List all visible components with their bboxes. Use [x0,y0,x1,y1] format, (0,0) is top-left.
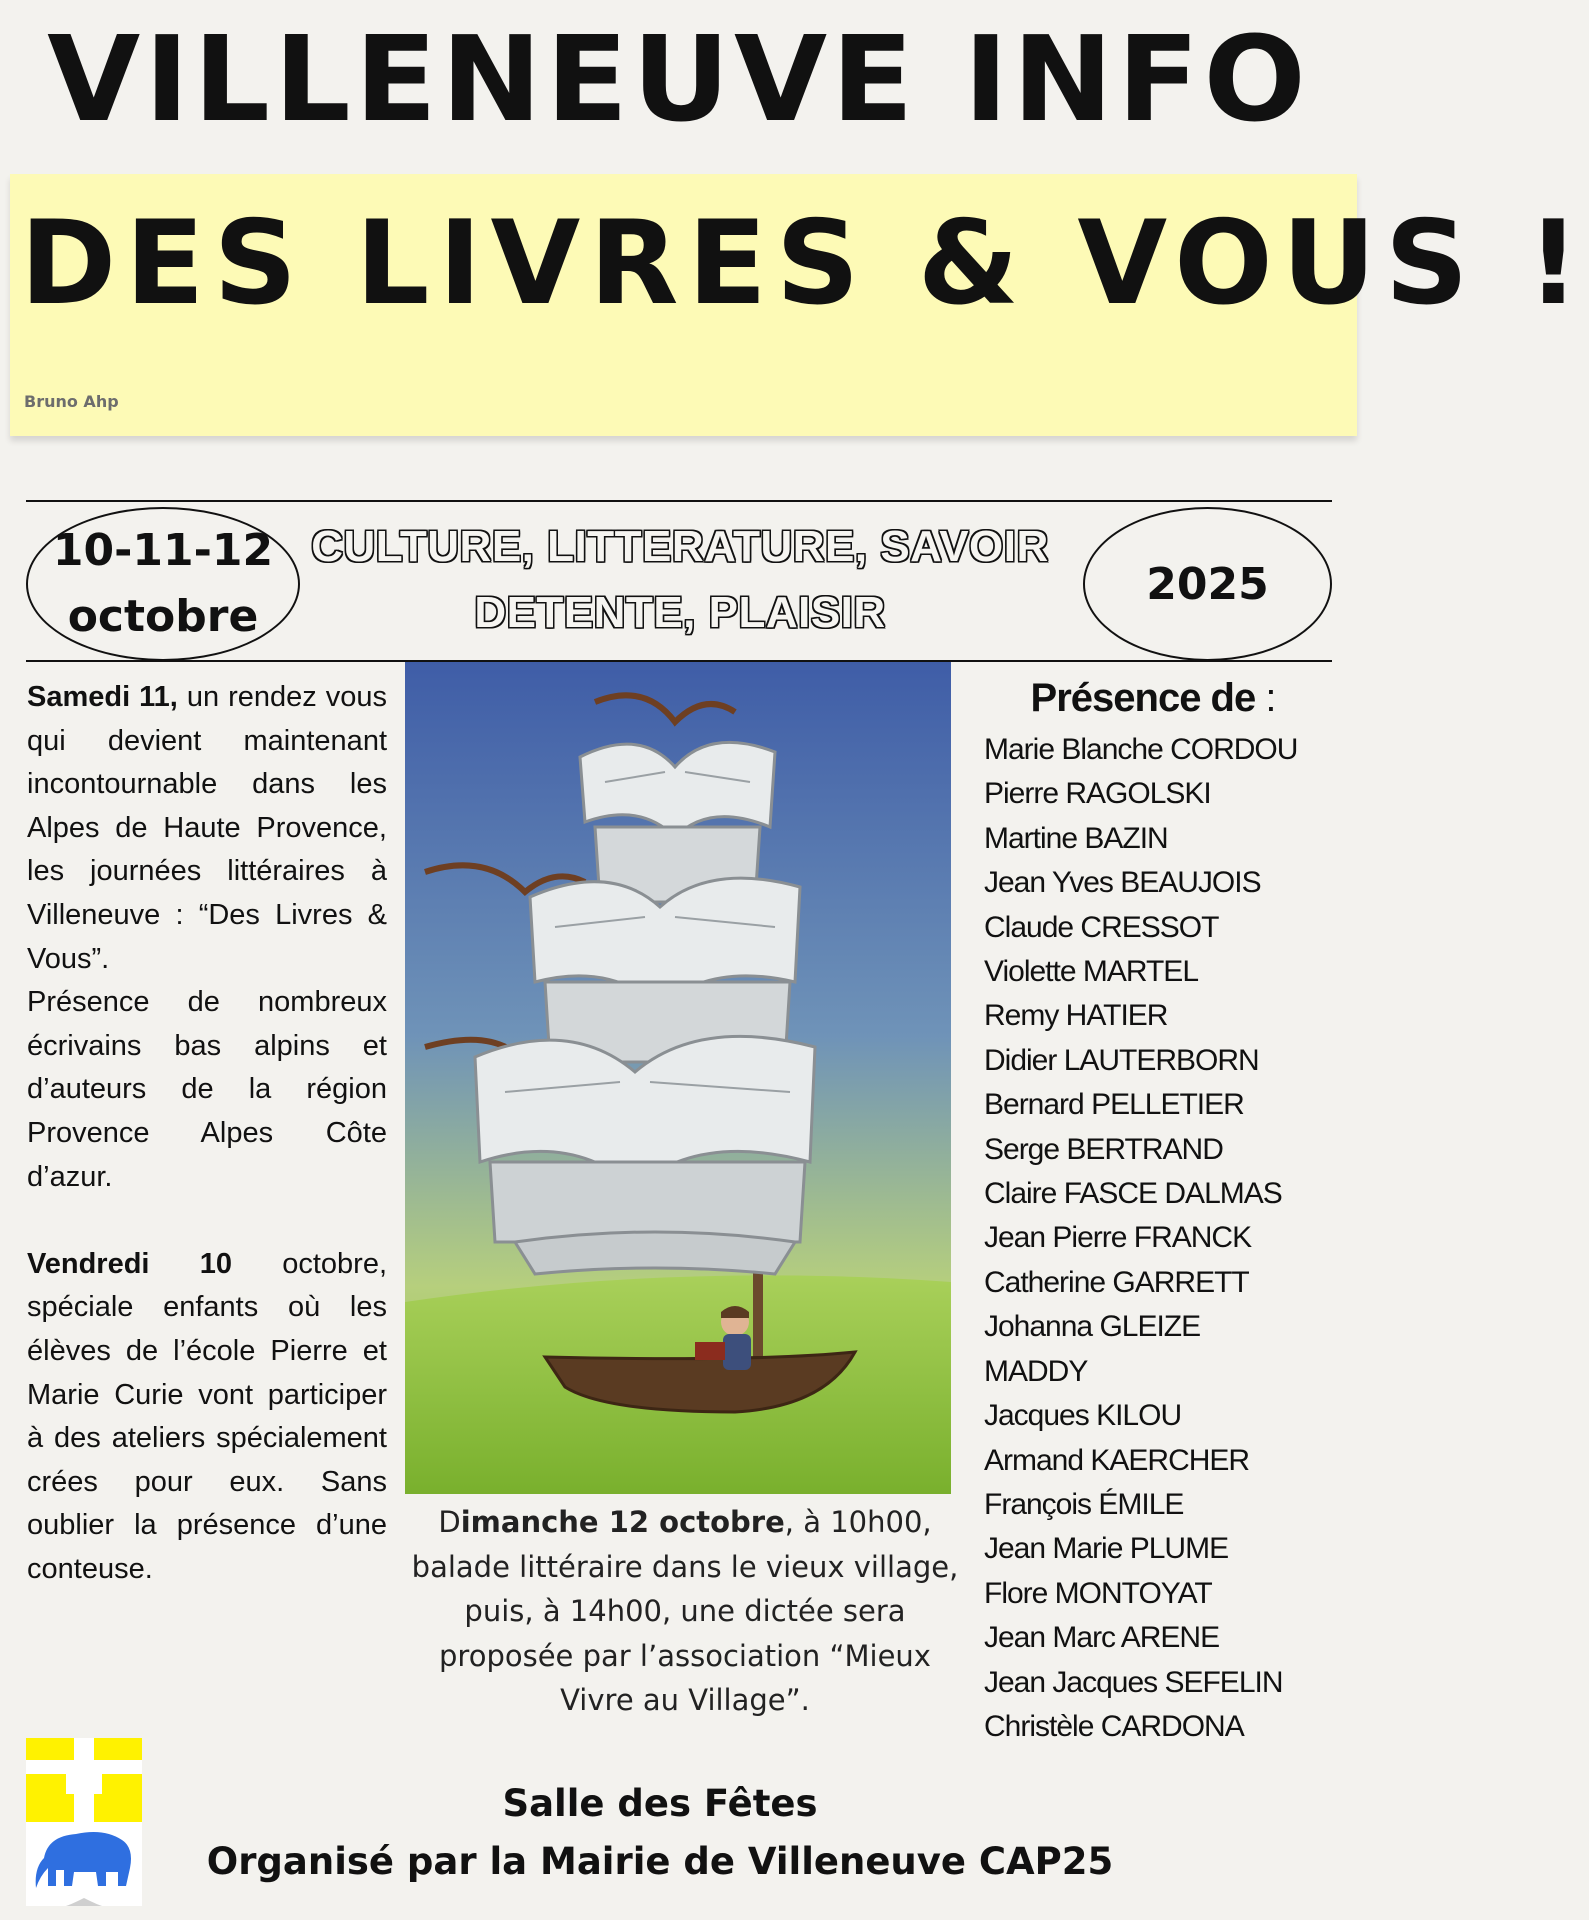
book-ship-illustration [405,662,951,1494]
masthead-title: VILLENEUVE INFO [47,10,1310,148]
intro-column [27,676,387,1591]
author-item: Remy HATIER [984,999,1168,1033]
sunday-heading: imanche 12 octobre [460,1505,785,1539]
friday-paragraph [27,1243,387,1592]
author-item: Serge BERTRAND [984,1132,1223,1166]
author-item: Armand KAERCHER [984,1443,1250,1477]
author-item: Pierre RAGOLSKI [984,777,1211,811]
organizer-label: Organisé par la Mairie de Villeneuve CAP25 [206,1840,1114,1883]
author-item: Jean Marie PLUME [984,1532,1229,1566]
saturday-heading: Samedi 11, [27,681,178,713]
author-item: Johanna GLEIZE [984,1310,1201,1344]
author-item: Jacques KILOU [984,1399,1182,1433]
author-item: François ÉMILE [984,1487,1184,1521]
author-item: Claire FASCE DALMAS [984,1177,1282,1211]
friday-heading: Vendredi 10 [27,1247,232,1280]
dates-month: octobre [67,591,259,642]
presence-title-colon: : [1255,676,1276,720]
venue-label: Salle des Fêtes [502,1782,818,1825]
author-item: Violette MARTEL [984,955,1198,989]
sunday-paragraph [400,1500,970,1723]
author-item: Jean Jacques SEFELIN [984,1665,1283,1699]
author-item: Bernard PELLETIER [984,1088,1244,1122]
author-item: Christèle CARDONA [984,1709,1244,1743]
author-item: Marie Blanche CORDOU [984,733,1298,766]
author-item: Jean Marc ARENE [984,1621,1220,1655]
year-label: 2025 [1146,558,1269,610]
presence-title [984,672,1322,724]
themes-banner [290,514,1070,646]
friday-text: octobre, spéciale enfants où les élèves de l’école Pierre et Marie Curie vont participer à des ateliers spécialement crées pour eux. Sans oublier la présence d’une conteuse. [27,1247,387,1585]
author-item: Jean Pierre FRANCK [984,1221,1252,1255]
author-item: MADDY [984,1354,1088,1388]
village-coat-of-arms [26,1738,142,1906]
presence-title-bold: Présence de [1030,676,1256,720]
dates-days: 10-11-12 [52,525,274,576]
author-item: Catherine GARRETT [984,1265,1249,1299]
image-credit: Bruno Ahp [24,392,119,411]
dates-oval [26,507,300,661]
authors-column [984,672,1354,1749]
author-item: Flore MONTOYAT [984,1576,1212,1610]
themes-line-2: DETENTE, PLAISIR [474,588,886,637]
author-item: Claude CRESSOT [984,910,1219,944]
year-oval [1083,507,1332,661]
sunday-initial: D [438,1505,461,1539]
saturday-paragraph [27,676,387,981]
author-item: Martine BAZIN [984,821,1168,855]
author-item: Didier LAUTERBORN [984,1043,1259,1077]
headline-title: DES LIVRES & VOUS ! [20,196,1589,331]
presence-paragraph: Présence de nombreux écrivains bas alpins et d’auteurs de la région Provence Alpes Côte d’azur. [27,986,387,1193]
sunday-text: , à 10h00, balade littéraire dans le vieux village, puis, à 14h00, une dictée sera proposée par l’association “Mieux Vivre au Village”. [411,1505,959,1717]
themes-line-1: CULTURE, LITTERATURE, SAVOIR [311,522,1049,571]
top-divider [26,500,1332,502]
saturday-text: un rendez vous qui devient maintenant incontournable dans les Alpes de Haute Provence, les journées littéraires à Villeneuve : “Des Livres & Vous”. [27,681,387,975]
headline-banner [10,174,1589,436]
author-list [984,728,1354,1749]
author-item: Jean Yves BEAUJOIS [984,866,1261,900]
